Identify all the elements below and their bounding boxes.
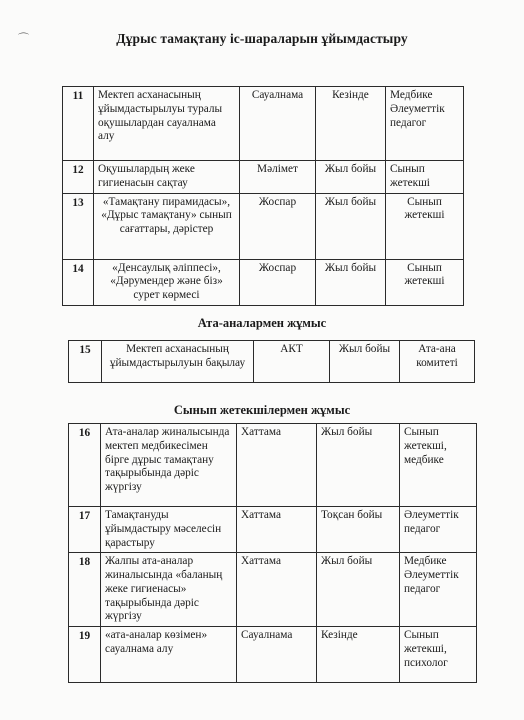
row-number: 18 xyxy=(69,553,101,627)
form-cell: Хаттама xyxy=(237,553,317,627)
row-number: 11 xyxy=(63,87,94,161)
scan-mark: ⌒ xyxy=(18,33,29,45)
form-cell: Сауалнама xyxy=(237,627,317,683)
activity-cell: «Тамақтану пирамидасы», «Дұрыс тамақтану» сынып сағаттары, дәрістер xyxy=(94,193,240,259)
activity-cell: Жалпы ата-аналар жиналысында «баланың жеке гигиенасы» тақырыбында дәріс жүргізу xyxy=(101,553,237,627)
row-number: 15 xyxy=(69,341,102,383)
table-row xyxy=(69,553,477,627)
row-number: 13 xyxy=(63,193,94,259)
row-number: 14 xyxy=(63,259,94,305)
row-number: 16 xyxy=(69,424,101,507)
form-cell: Мәлімет xyxy=(240,161,316,194)
activity-cell: Тамақтануды ұйымдастыру мәселесін қарастыру xyxy=(101,507,237,553)
responsible-cell: Сынып жетекші xyxy=(386,161,464,194)
form-cell: Жоспар xyxy=(240,193,316,259)
responsible-cell: Медбике Әлеуметтік педагог xyxy=(400,553,477,627)
row-number: 19 xyxy=(69,627,101,683)
form-cell: Жоспар xyxy=(240,259,316,305)
document-title: Дұрыс тамақтану іс-шараларын ұйымдастыру xyxy=(116,31,408,46)
time-cell: Тоқсан бойы xyxy=(317,507,400,553)
time-cell: Кезінде xyxy=(317,627,400,683)
table-row xyxy=(69,341,475,383)
activity-cell: «ата-аналар көзімен» сауалнама алу xyxy=(101,627,237,683)
responsible-cell: Сынып жетекші xyxy=(386,193,464,259)
time-cell: Жыл бойы xyxy=(316,259,386,305)
responsible-cell: Сынып жетекші, психолог xyxy=(400,627,477,683)
table-row xyxy=(69,627,477,683)
table-row xyxy=(69,507,477,553)
time-cell: Жыл бойы xyxy=(316,161,386,194)
parents-table xyxy=(68,340,475,383)
class-teachers-table xyxy=(68,423,477,683)
responsible-cell: Медбике Әлеуметтік педагог xyxy=(386,87,464,161)
form-cell: Хаттама xyxy=(237,507,317,553)
activity-cell: Мектеп асханасының ұйымдастырылуы туралы оқушылардан сауалнама алу xyxy=(94,87,240,161)
row-number: 17 xyxy=(69,507,101,553)
time-cell: Жыл бойы xyxy=(316,193,386,259)
activity-cell: Оқушылардың жеке гигиенасын сақтау xyxy=(94,161,240,194)
section-heading-class-teachers: Сынып жетекшілермен жұмыс xyxy=(173,403,351,417)
table-row xyxy=(63,259,464,305)
time-cell: Жыл бойы xyxy=(317,553,400,627)
table-row xyxy=(63,161,464,194)
form-cell: Хаттама xyxy=(237,424,317,507)
table-row xyxy=(69,424,477,507)
row-number: 12 xyxy=(63,161,94,194)
time-cell: Кезінде xyxy=(316,87,386,161)
activities-table xyxy=(62,86,464,306)
responsible-cell: Сынып жетекші xyxy=(386,259,464,305)
table-row xyxy=(63,87,464,161)
form-cell: Сауалнама xyxy=(240,87,316,161)
responsible-cell: Ата-ана комитеті xyxy=(400,341,475,383)
time-cell: Жыл бойы xyxy=(317,424,400,507)
time-cell: Жыл бойы xyxy=(330,341,400,383)
section-heading-parents: Ата-аналармен жұмыс xyxy=(197,316,327,330)
table-row xyxy=(63,193,464,259)
activity-cell: Мектеп асханасының ұйымдастырылуын бақылау xyxy=(102,341,254,383)
activity-cell: Ата-аналар жиналысында мектеп медбикесімен бірге дұрыс тамақтану тақырыбында дәріс жүргізу xyxy=(101,424,237,507)
responsible-cell: Сынып жетекші, медбике xyxy=(400,424,477,507)
activity-cell: «Денсаулық әліппесі», «Дәрумендер және біз» сурет көрмесі xyxy=(94,259,240,305)
form-cell: АКТ xyxy=(254,341,330,383)
responsible-cell: Әлеуметтік педагог xyxy=(400,507,477,553)
